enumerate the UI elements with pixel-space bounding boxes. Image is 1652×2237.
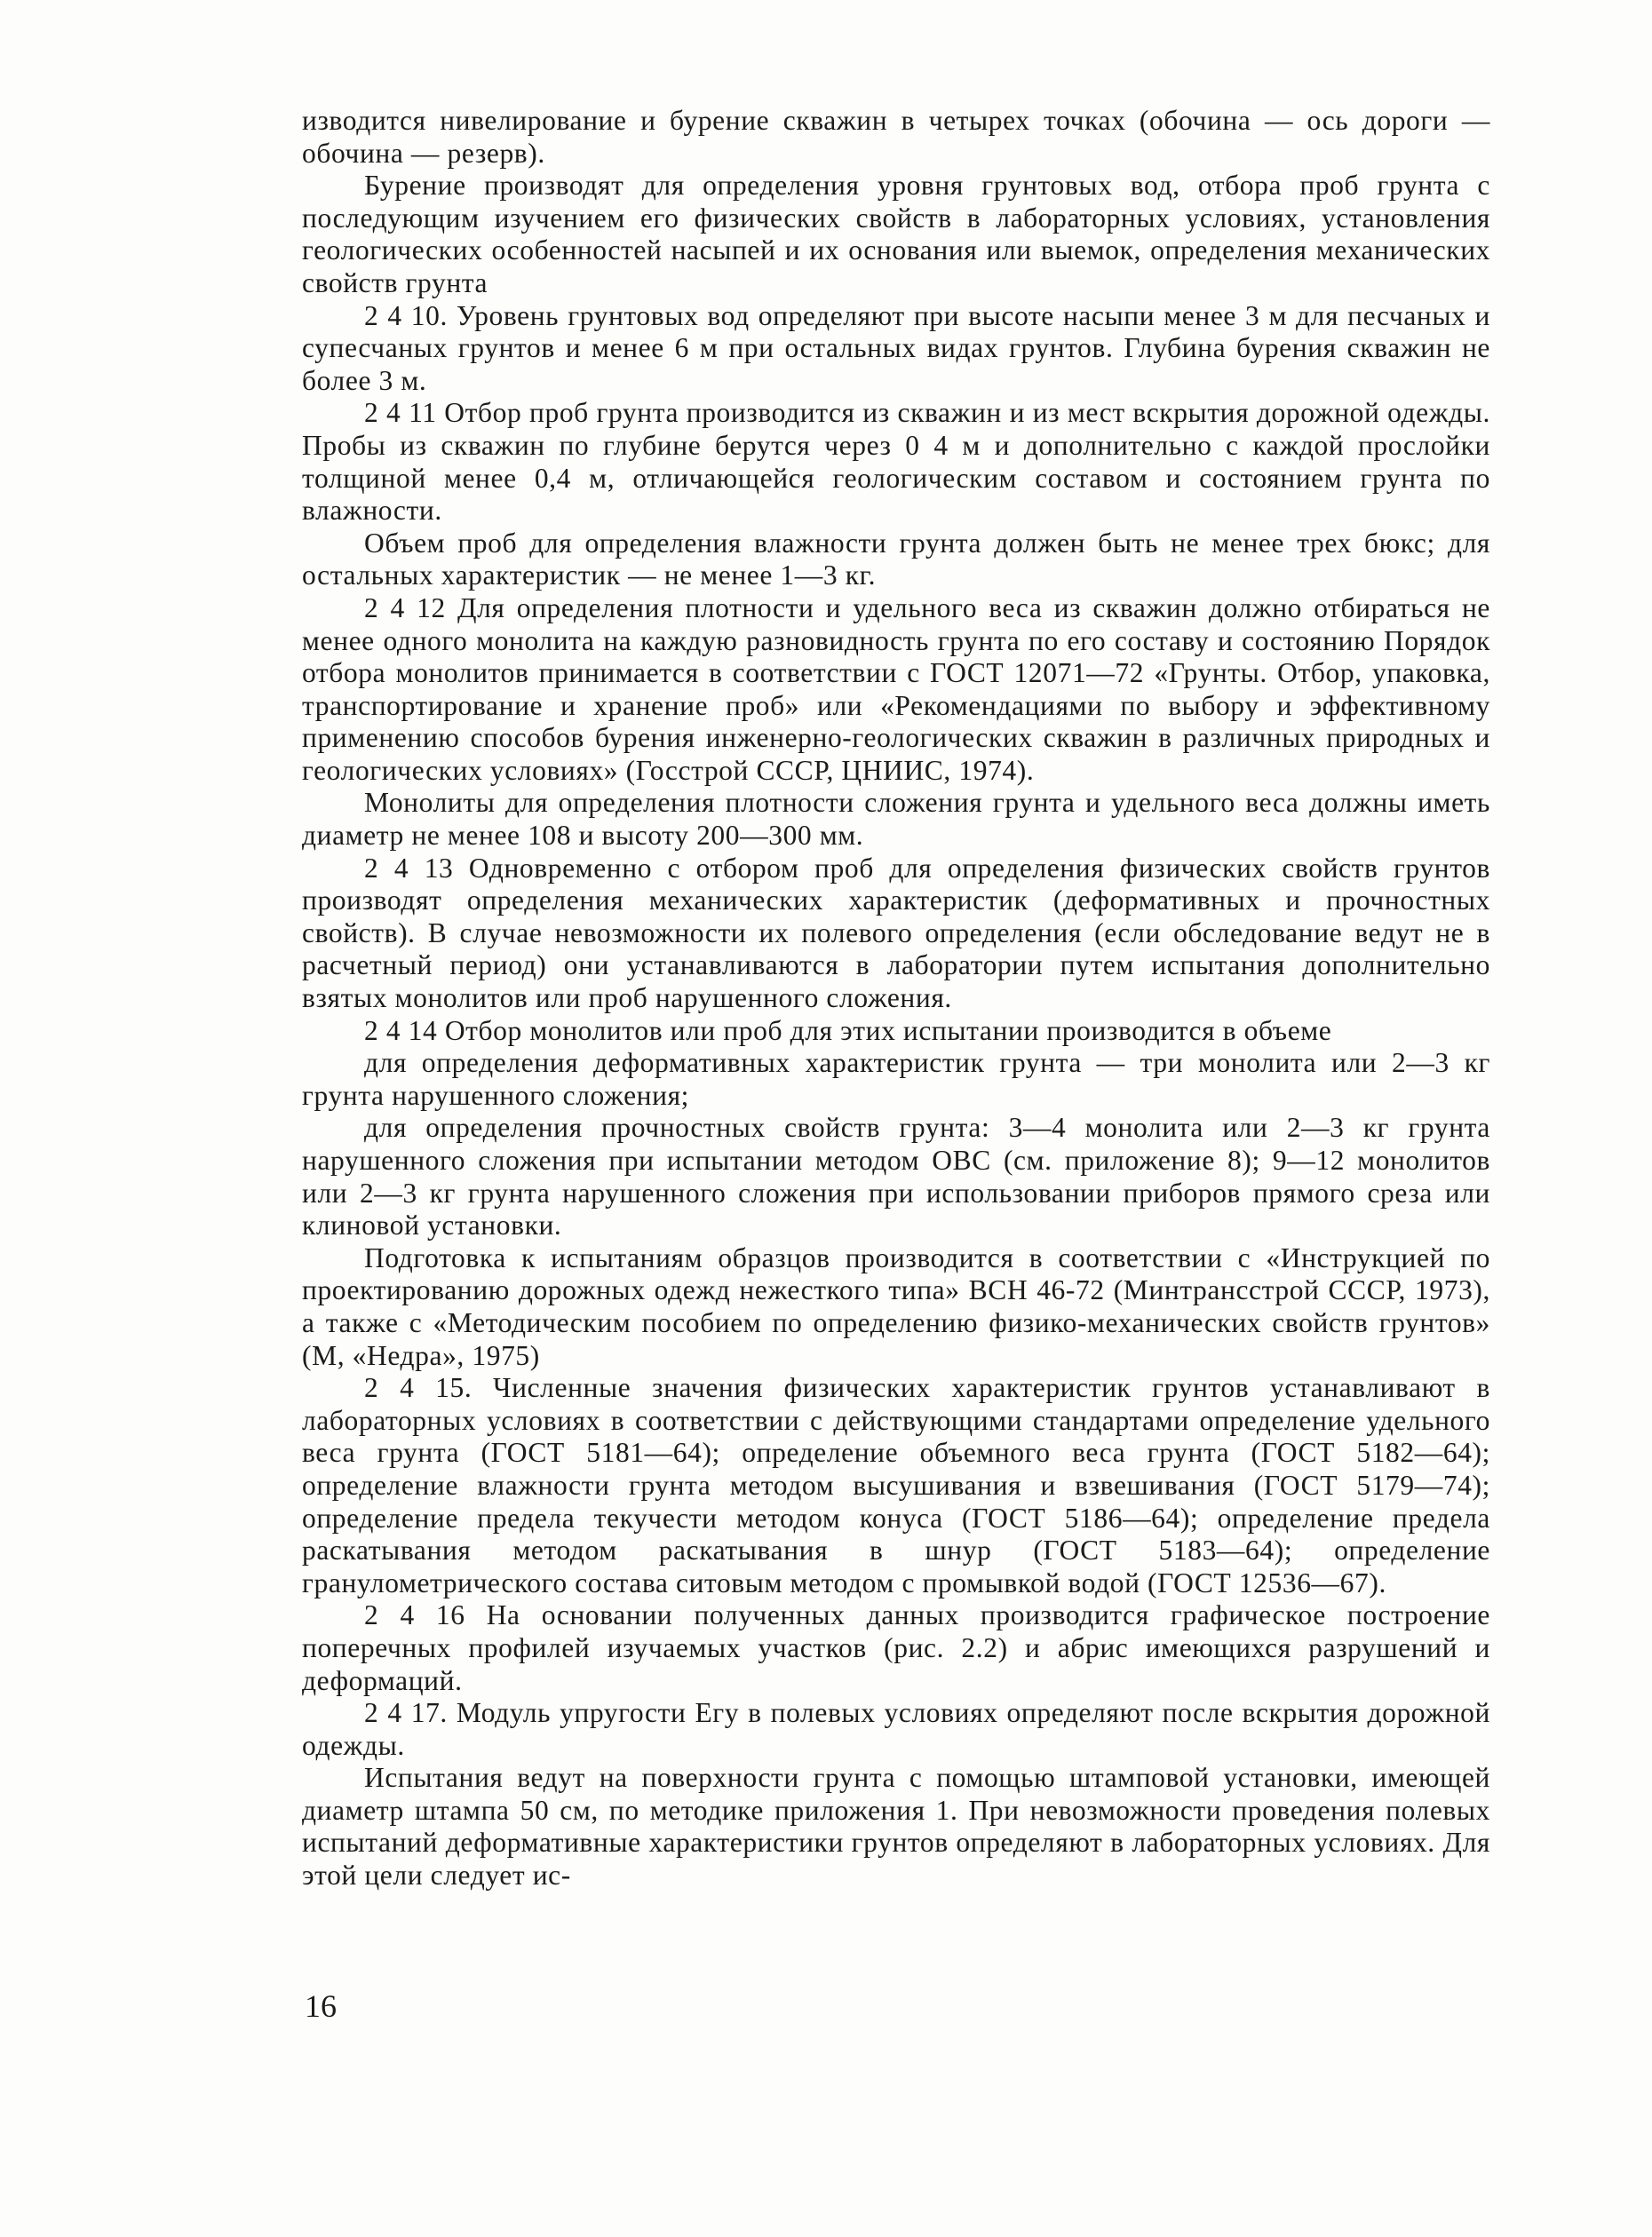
- paragraph: Бурение производят для определения уровня грунтовых вод, отбора проб грунта с последующим изучением его физических свойств в лабораторных условиях, установления геологических особенностей насыпей и их основания или выемок, определения механических свойств грунта: [302, 170, 1490, 298]
- paragraph: Объем проб для определения влажности грунта должен быть не менее трех бюкс; для остальных характеристик — не менее 1—3 кг.: [302, 527, 1490, 591]
- paragraph: 2 4 11 Отбор проб грунта производится из скважин и из мест вскрытия дорожной одежды. Пробы из скважин по глубине берутся через 0 4 м и дополнительно с каждой прослойки толщиной менее 0,4 м, отличающейся геологическим составом и состоянием грунта по влажности.: [302, 397, 1490, 527]
- paragraph: 2 4 13 Одновременно с отбором проб для определения физических свойств грунтов производят определения механических характеристик (деформативных и прочностных свойств). В случае невозможности их полевого определения (если обследование ведут не в расчетный период) они устанавливаются в лаборатории путем испытания дополнительно взятых монолитов или проб нарушенного сложения.: [302, 852, 1490, 1014]
- body-text: [302, 105, 1490, 1892]
- paragraph: Подготовка к испытаниям образцов производится в соответствии с «Инструкцией по проектированию дорожных одежд нежесткого типа» ВСН 46-72 (Минтрансстрой СССР, 1973), а также с «Методическим пособием по определению физико-механических свойств грунтов» (М, «Недра», 1975): [302, 1241, 1490, 1371]
- paragraph: изводится нивелирование и бурение скважин в четырех точках (обочина — ось дороги — обочина — резерв).: [302, 105, 1490, 169]
- paragraph: для определения прочностных свойств грунта: 3—4 монолита или 2—3 кг грунта нарушенного сложения при испытании методом ОВС (см. приложение 8); 9—12 монолитов или 2—3 кг грунта нарушенного сложения при использовании приборов прямого среза или клиновой установки.: [302, 1112, 1490, 1241]
- paragraph: 2 4 15. Численные значения физических характеристик грунтов устанавливают в лабораторных условиях в соответствии с действующими стандартами определение удельного веса грунта (ГОСТ 5181—64); определение объемного веса грунта (ГОСТ 5182—64); определение влажности грунта методом высушивания и взвешивания (ГОСТ 5179—74); определение предела текучести методом конуса (ГОСТ 5186—64); определение предела раскатывания методом раскатывания в шнур (ГОСТ 5183—64); определение гранулометрического состава ситовым методом с промывкой водой (ГОСТ 12536—67).: [302, 1372, 1490, 1598]
- paragraph: Испытания ведут на поверхности грунта с помощью штамповой установки, имеющей диаметр штампа 50 см, по методике приложения 1. При невозможности проведения полевых испытаний деформативные характеристики грунтов определяют в лабораторных условиях. Для этой цели следует ис-: [302, 1762, 1490, 1892]
- page-number: 16: [305, 1988, 337, 2024]
- paragraph: для определения деформативных характеристик грунта — три монолита или 2—3 кг грунта нарушенного сложения;: [302, 1047, 1490, 1111]
- paragraph: Монолиты для определения плотности сложения грунта и удельного веса должны иметь диаметр не менее 108 и высоту 200—300 мм.: [302, 787, 1490, 852]
- paragraph: 2 4 14 Отбор монолитов или проб для этих испытании производится в объеме: [364, 1014, 1332, 1046]
- paragraph: 2 4 10. Уровень грунтовых вод определяют при высоте насыпи менее 3 м для песчаных и супесчаных грунтов и менее 6 м при остальных видах грунтов. Глубина бурения скважин не более 3 м.: [302, 299, 1490, 396]
- paragraph: 2 4 12 Для определения плотности и удельного веса из скважин должно отбираться не менее одного монолита на каждую разновидность грунта по его составу и состоянию Порядок отбора монолитов принимается в соответствии с ГОСТ 12071—72 «Грунты. Отбор, упаковка, транспортирование и хранение проб» или «Рекомендациями по выбору и эффективному применению способов бурения инженерно-геологических скважин в различных природных и геологических условиях» (Госстрой СССР, ЦНИИС, 1974).: [302, 591, 1490, 786]
- paragraph: 2 4 16 На основании полученных данных производится графическое построение поперечных профилей изучаемых участков (рис. 2.2) и абрис имеющихся разрушений и деформаций.: [302, 1599, 1490, 1696]
- paragraph: 2 4 17. Модуль упругости Eгу в полевых условиях определяют после вскрытия дорожной одежды.: [302, 1697, 1490, 1761]
